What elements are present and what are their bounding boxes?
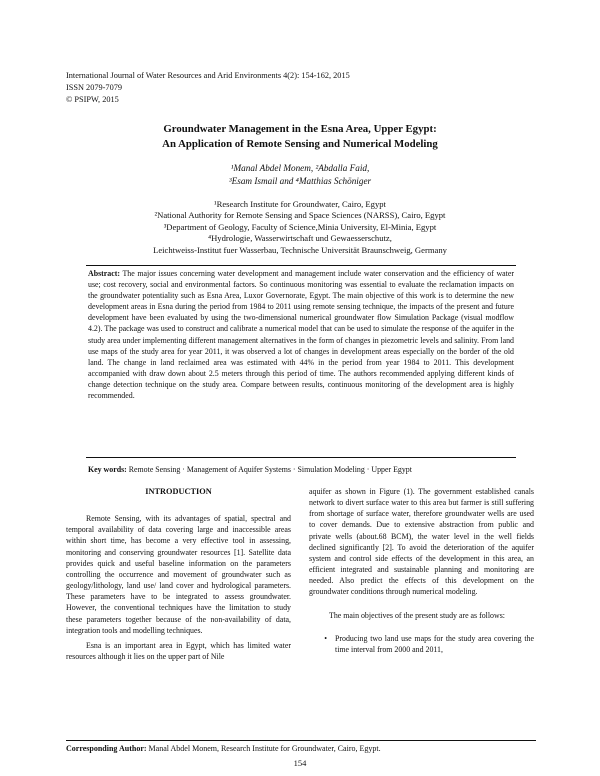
keywords: [88, 464, 514, 475]
bullet-icon: •: [324, 633, 327, 643]
authors-line-2: ³Esam Ismail and ⁴Matthias Schöniger: [228, 176, 372, 186]
affiliation-list: [60, 199, 540, 256]
authors-line-1: ¹Manal Abdel Monem, ²Abdalla Faid,: [230, 163, 370, 173]
left-column: [66, 486, 291, 662]
abstract-bottom-rule: [86, 457, 516, 458]
journal-citation: International Journal of Water Resources and Arid Environments 4(2): 154-162, 2015: [66, 71, 350, 80]
affiliation-4-cont: Leichtweiss-Institut fuer Wasserbau, Technische Universität Braunschweig, Germany: [153, 244, 447, 255]
abstract-top-rule: [86, 265, 516, 266]
corresponding-author-text: Manal Abdel Monem, Research Institute for Groundwater, Cairo, Egypt.: [148, 744, 381, 753]
intro-paragraph-1: Remote Sensing, with its advantages of spatial, spectral and temporal availability of data covering large and inaccessible areas within short time, has become a very effective tool in assessing, monitoring and conserving groundwater resources [1]. Satellite data provides quick and useful baseline information on the parameters controlling the occurrence and movement of groundwater such as geology/lithology, land use/ land cover and hydrological parameters. These parameters have to be integrated to assess groundwater. However, the conventional techniques have the limitation to study these parameters together because of the non-availability of data, integration tools and modelling techniques.: [66, 514, 291, 635]
section-heading-introduction: INTRODUCTION: [145, 487, 212, 496]
intro-paragraph-2: Esna is an important area in Egypt, which has limited water resources although it lies on the upper part of Nile: [66, 640, 291, 662]
abstract: [88, 268, 514, 401]
page-number: 154: [293, 758, 307, 768]
objective-item-1-text: Producing two land use maps for the study area covering the time interval from 2000 and 2011,: [335, 633, 534, 654]
journal-copyright: © PSIPW, 2015: [66, 95, 119, 105]
title-line-1: Groundwater Management in the Esna Area, Upper Egypt:: [163, 123, 437, 135]
affiliation-2: ²National Authority for Remote Sensing and Space Sciences (NARSS), Cairo, Egypt: [154, 210, 446, 221]
affiliation-4: ⁴Hydrologie, Wasserwirtschaft und Gewaesserschutz,: [208, 233, 392, 244]
affiliation-1: ¹Research Institute for Groundwater, Cairo, Egypt: [214, 199, 386, 209]
footer-rule: [66, 740, 536, 741]
abstract-label: Abstract:: [88, 269, 120, 278]
keywords-text: Remote Sensing · Management of Aquifer Systems · Simulation Modeling · Upper Egypt: [128, 465, 412, 474]
objectives-intro: The main objectives of the present study are as follows:: [329, 610, 505, 620]
corresponding-author: [66, 743, 381, 754]
journal-issn: ISSN 2079-7079: [66, 83, 123, 93]
right-column: [309, 486, 534, 655]
intro-paragraph-3: aquifer as shown in Figure (1). The government established canals network to divert surface water to this area but farmer is still suffering from shortage of surface water, therefore groundwater wells are used to cover demands. Due to extensive abstraction from public and private wells (about.68 BCM), the water level in the well fields declined significantly [2]. To avoid the deterioration of the aquifer system and control side effects of the development in this area, an efficient integrated and sustainable planning and monitoring are needed. Also predict the effects of this development on the groundwater conditions through numerical modeling.: [309, 487, 534, 597]
journal-header: [66, 70, 350, 107]
author-list: [60, 162, 540, 188]
objective-item-1: [309, 633, 534, 655]
title-line-2: An Application of Remote Sensing and Numerical Modeling: [162, 138, 438, 150]
paper-title: [60, 122, 540, 152]
corresponding-author-label: Corresponding Author:: [66, 744, 147, 753]
affiliation-3: ³Department of Geology, Faculty of Science,Minia University, El-Minia, Egypt: [163, 221, 437, 232]
keywords-label: Key words:: [88, 465, 127, 474]
abstract-text: The major issues concerning water development and management include water conservation and the efficiency of water use; cost recovery, social and environmental factors. So continuous monitoring was essential to evaluate the reclamation impacts on the groundwater potentiality such as Esna Area, Luxor Governorate, Egypt. The main objective of this work is to determine the new development areas in Esna during the period from 1984 to 2011 using remote sensing technique, the impacts of the present and future development have been evaluated by using the two-dimensional numerical groundwater flow Simulation Package (visual modflow 4.2). The package was used to construct and calibrate a numerical model that can be used to simulate the response of the aquifer in the study area under implementing different management alternatives in the form of changes in piezometric levels and salinity. From land use maps of the study area for year 2011, it was observed a lot of changes in development areas especially on the border of the old land. The change in land reclaimed area was estimated with 44% in the period from year 1984 to 2011. This development accompanied with draw down about 2.5 meters through this period of time. The authors recommended applying different kinds of change detection technique on the study area. Compare between results, continuous monitoring of the development area is highly recommended.: [88, 269, 514, 401]
